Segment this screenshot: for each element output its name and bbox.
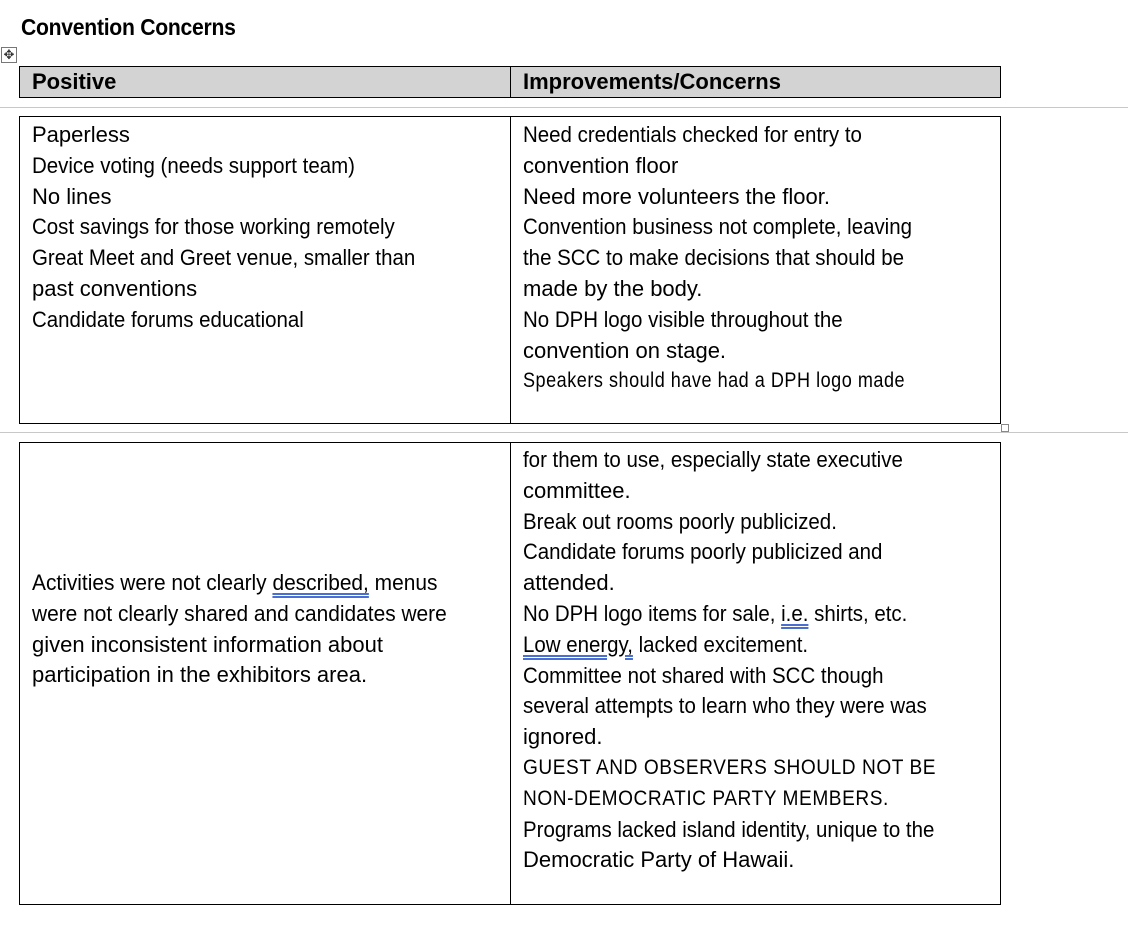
- list-item: Candidate forums poorly publicized and: [523, 539, 883, 565]
- positive-cell-2: [20, 443, 510, 904]
- list-item: No DPH logo items for sale, i.e. shirts, etc.: [523, 600, 908, 626]
- list-item: Great Meet and Greet venue, smaller than: [32, 245, 416, 271]
- list-item: attended.: [523, 570, 615, 596]
- list-item: ignored.: [523, 724, 603, 750]
- spellcheck-underline: described,: [272, 570, 369, 595]
- spellcheck-underline: Low energy,: [523, 631, 633, 657]
- page-break-line: [0, 432, 1128, 433]
- paragraph-line: were not clearly shared and candidates were: [32, 600, 447, 626]
- list-item: Speakers should have had a DPH logo made: [523, 369, 906, 393]
- list-item: Convention business not complete, leaving: [523, 214, 912, 240]
- list-item: No DPH logo visible throughout the: [523, 306, 843, 332]
- list-item: several attempts to learn who they were was: [523, 693, 927, 719]
- paragraph-line: participation in the exhibitors area.: [32, 662, 368, 688]
- header-concerns: Improvements/Concerns: [523, 69, 781, 94]
- spellcheck-underline: i.e.: [781, 600, 809, 626]
- list-item: committee.: [523, 477, 631, 503]
- list-item: Need more volunteers the floor.: [523, 183, 830, 209]
- concerns-cell-2: [510, 443, 1000, 904]
- list-item: the SCC to make decisions that should be: [523, 245, 905, 271]
- paragraph-line: given inconsistent information about: [32, 631, 383, 657]
- paragraph-line: Activities were not clearly described, menus: [32, 570, 438, 595]
- move-arrows-icon[interactable]: ✥: [1, 47, 17, 63]
- list-item: Committee not shared with SCC though: [523, 662, 884, 688]
- document-title: Convention Concerns: [21, 14, 236, 40]
- list-item: made by the body.: [523, 275, 703, 301]
- page-break-line: [0, 107, 1128, 108]
- list-item: for them to use, especially state executive: [523, 447, 903, 472]
- list-item: Device voting (needs support team): [32, 152, 355, 178]
- list-item: convention on stage.: [523, 337, 727, 363]
- list-item: NON-DEMOCRATIC PARTY MEMBERS.: [523, 786, 889, 810]
- table-header-row: [19, 66, 1001, 98]
- list-item: No lines: [32, 183, 112, 209]
- resize-handle-icon[interactable]: [1001, 424, 1009, 432]
- list-item: Democratic Party of Hawaii.: [523, 847, 795, 873]
- list-item: Break out rooms poorly publicized.: [523, 508, 837, 534]
- list-item: Low energy, lacked excitement.: [523, 631, 809, 657]
- positive-cell-1: [20, 117, 510, 423]
- list-item: Need credentials checked for entry to: [523, 122, 862, 147]
- list-item: past conventions: [32, 275, 198, 301]
- table-row-1: [19, 116, 1001, 424]
- list-item: convention floor: [523, 152, 679, 178]
- list-item: Cost savings for those working remotely: [32, 214, 395, 240]
- table-row-2: [19, 442, 1001, 905]
- concerns-cell-1: [510, 117, 1000, 423]
- list-item: Paperless: [32, 122, 130, 147]
- list-item: GUEST AND OBSERVERS SHOULD NOT BE: [523, 755, 937, 779]
- list-item: Candidate forums educational: [32, 306, 304, 332]
- list-item: Programs lacked island identity, unique to the: [523, 816, 935, 842]
- header-positive: Positive: [32, 69, 117, 94]
